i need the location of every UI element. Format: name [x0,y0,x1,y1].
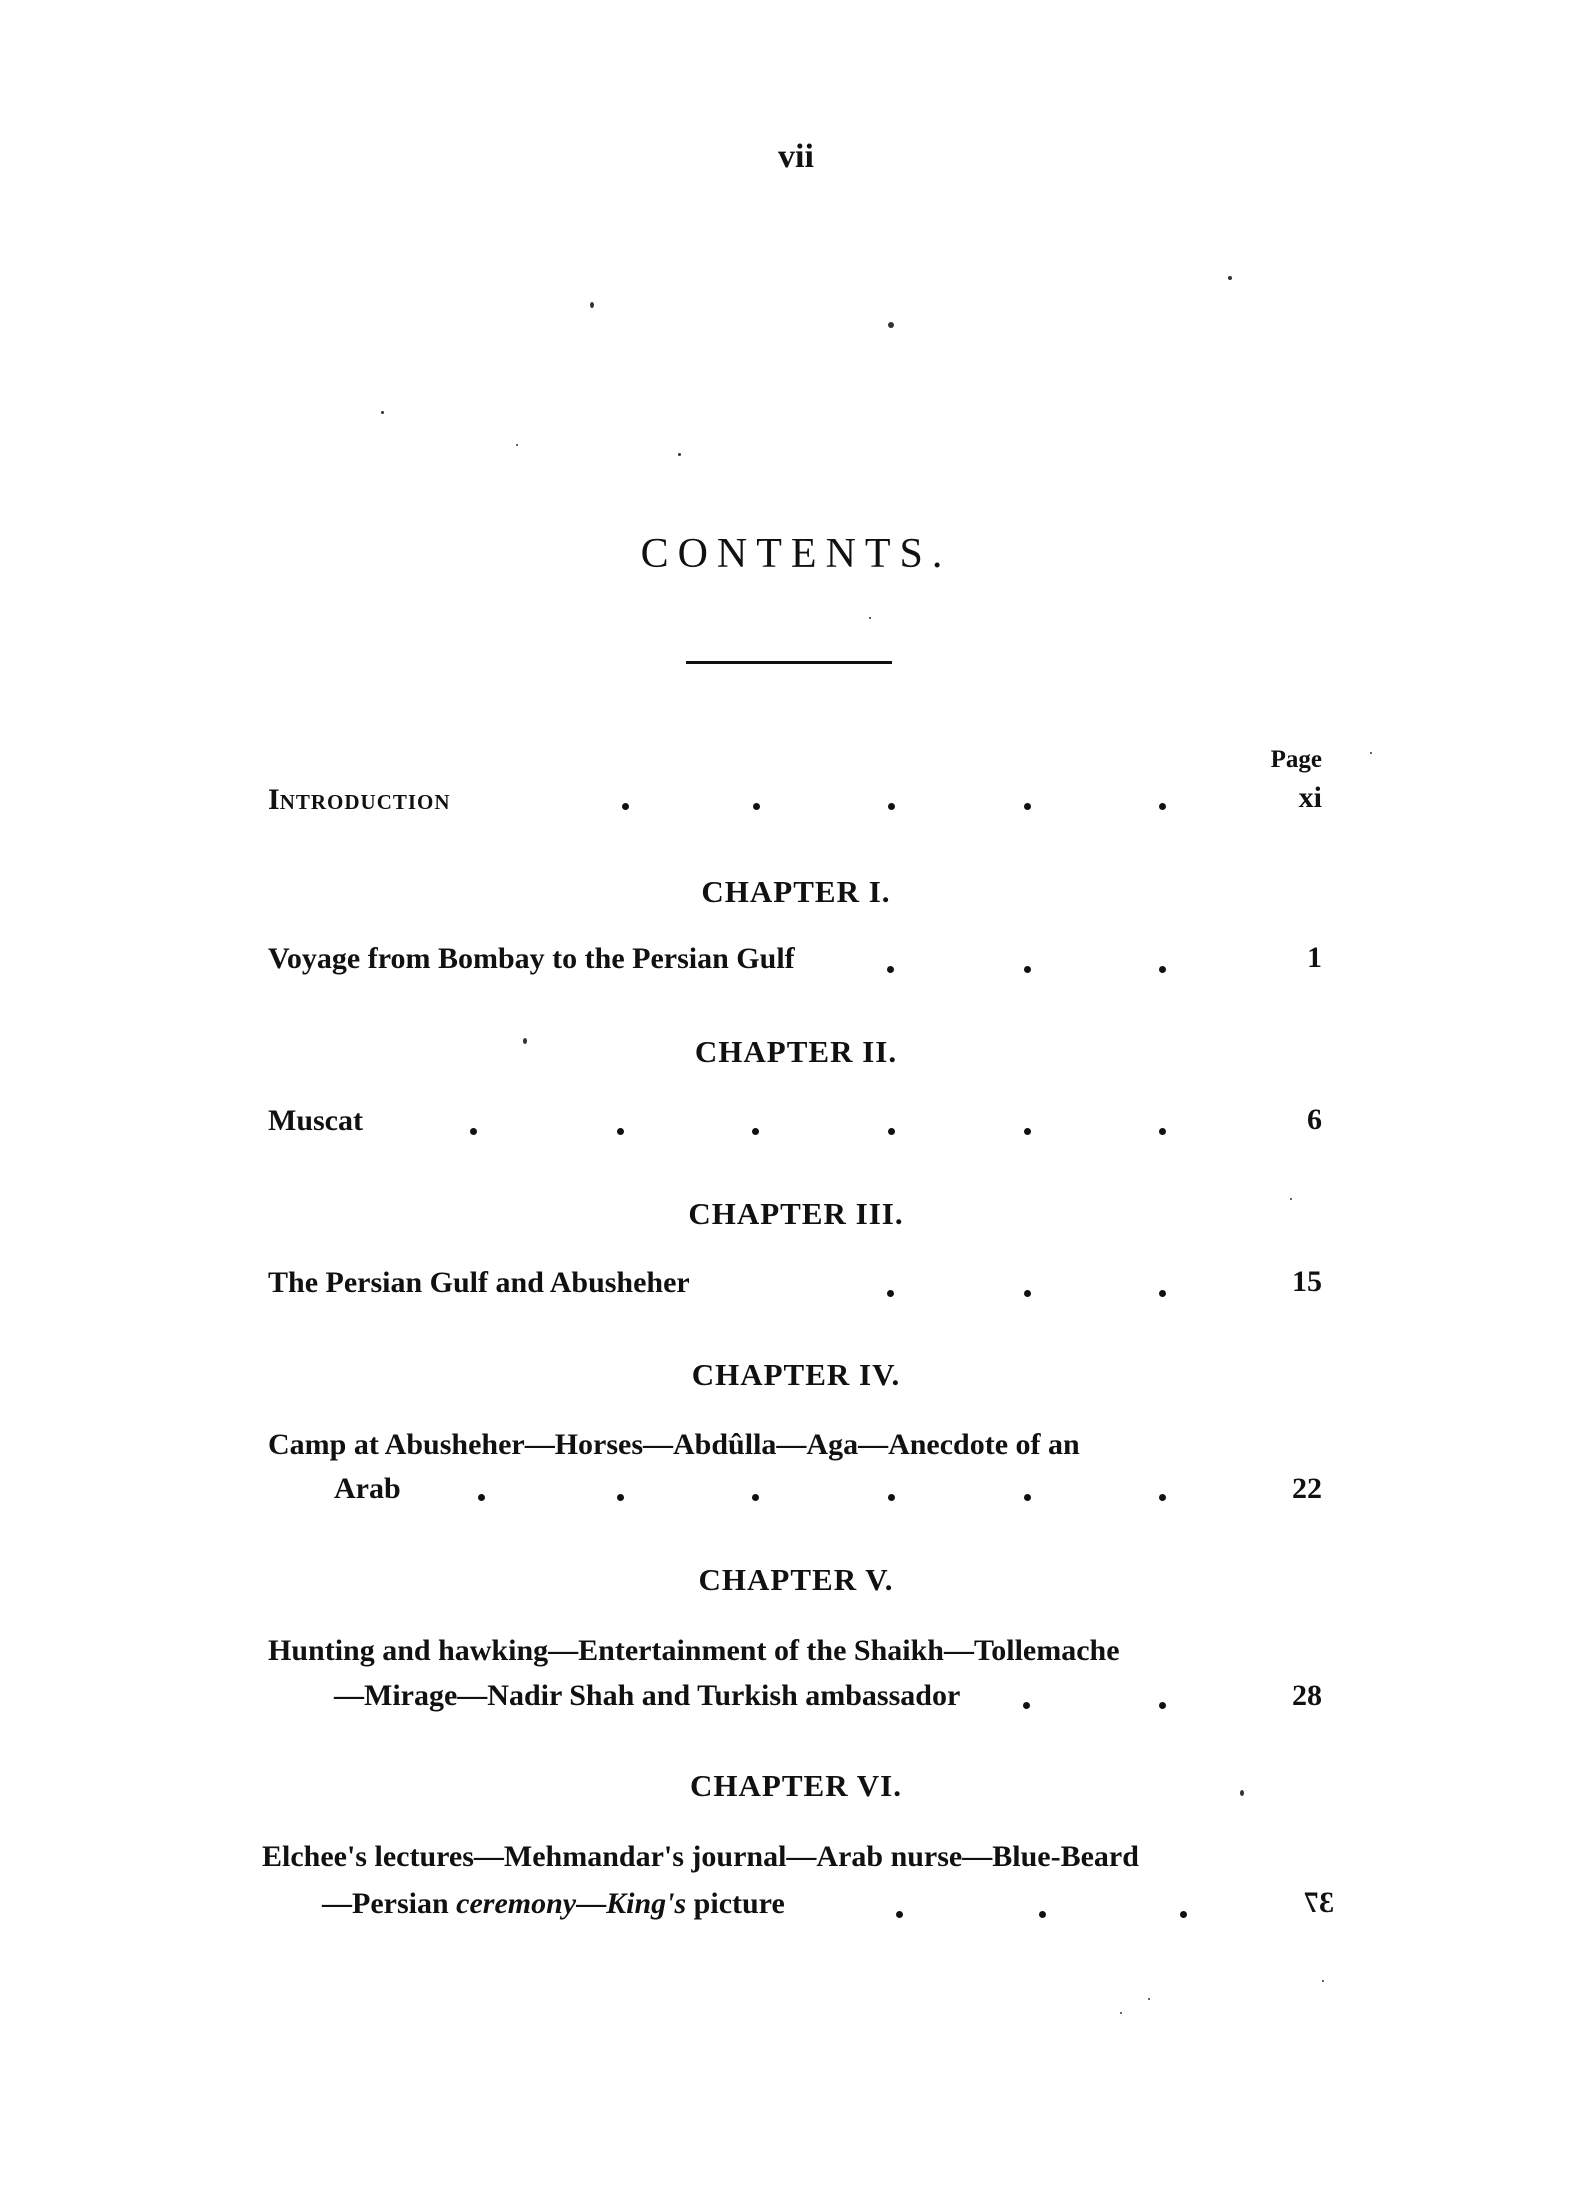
dot-leader [1023,1702,1030,1709]
chapter-heading: CHAPTER II. [694,1034,898,1069]
dot-leader [470,1128,477,1135]
print-speck [888,322,894,328]
dot-leader [1159,966,1166,973]
chapter-page: 6 [1307,1103,1322,1136]
chapter-page: 37 [1304,1886,1334,1919]
dot-leader [887,966,894,973]
chapter-title: Camp at Abusheher—Horses—Abdûlla—Aga—Anecdote of an [268,1428,1080,1461]
chapter-heading: CHAPTER I. [701,874,891,909]
dot-leader [888,1128,895,1135]
dot-leader [1024,803,1031,810]
chapter-title: Voyage from Bombay to the Persian Gulf [268,942,795,975]
dot-leader [888,803,895,810]
print-speck [590,302,594,308]
print-speck [1228,276,1232,280]
chapter-heading: CHAPTER IV. [691,1357,901,1392]
print-speck [1148,1998,1150,2000]
print-speck [1370,752,1372,754]
dot-leader [887,1290,894,1297]
dot-leader [1024,1128,1031,1135]
chapter-title: Hunting and hawking—Entertainment of the Shaikh—Tollemache [268,1634,1120,1667]
introduction-page: xi [1298,781,1322,814]
page-column-label: Page [1270,746,1322,773]
chapter-title: Muscat [268,1104,363,1137]
print-speck [381,411,384,414]
dot-leader [1159,1290,1166,1297]
dot-leader [1024,1494,1031,1501]
dot-leader [888,1494,895,1501]
dot-leader [753,803,760,810]
dot-leader [622,803,629,810]
dot-leader [1024,966,1031,973]
print-speck [1120,2012,1122,2014]
print-speck [516,444,518,446]
chapter-page: 22 [1292,1472,1322,1505]
chapter-page: 15 [1292,1265,1322,1298]
chapter-page: 28 [1292,1679,1322,1712]
dot-leader [752,1494,759,1501]
dot-leader [1159,1494,1166,1501]
print-speck [869,617,871,619]
dot-leader [1159,1128,1166,1135]
dot-leader [1024,1290,1031,1297]
page-number: vii [778,138,814,175]
chapter-title-continuation: —Mirage—Nadir Shah and Turkish ambassador [334,1679,961,1712]
print-speck [1322,1980,1324,1982]
chapter-heading: CHAPTER VI. [690,1768,902,1803]
dot-leader [752,1128,759,1135]
dot-leader [617,1494,624,1501]
chapter-page: 1 [1307,941,1322,974]
chapter-heading: CHAPTER V. [698,1562,894,1597]
chapter-title-continuation: —Persian ceremony—King's picture [322,1887,785,1920]
dot-leader [1039,1911,1046,1918]
dot-leader [1180,1911,1187,1918]
chapter-title: Elchee's lectures—Mehmandar's journal—Arab nurse—Blue-Beard [262,1840,1139,1873]
chapter-heading: CHAPTER III. [688,1196,904,1231]
chapter-title-continuation: Arab [334,1472,401,1505]
introduction-label: INTRODUCTION [268,783,451,816]
print-speck [678,453,681,456]
dot-leader [1159,1702,1166,1709]
dot-leader [478,1494,485,1501]
dot-leader [896,1911,903,1918]
title-rule [686,661,892,664]
dot-leader [1159,803,1166,810]
contents-title: CONTENTS. [640,531,952,577]
chapter-title: The Persian Gulf and Abusheher [268,1266,690,1299]
dot-leader [617,1128,624,1135]
